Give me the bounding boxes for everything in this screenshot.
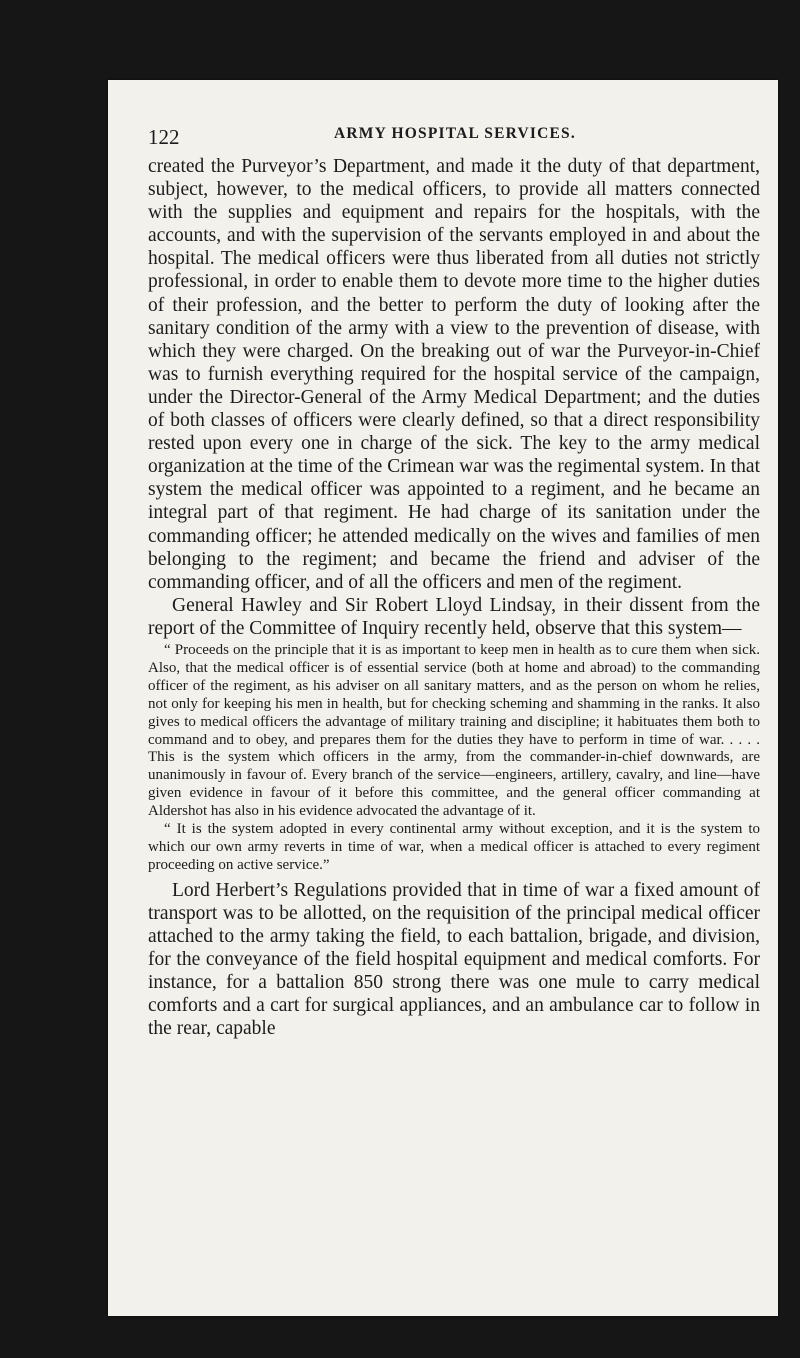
page-number: 122 — [148, 125, 180, 149]
main-text — [148, 155, 760, 640]
main-text-continued — [148, 879, 760, 1041]
page-content — [148, 125, 760, 1040]
paragraph-regulations: Lord Herbert’s Regulations provided that in time of war a fixed amount of transport was to be allotted, on the requisition of the principal medical officer attached to the army taking the field, to each battalion, brigade, and division, for the conveyance of the field hospital equipment and medical comforts. For instance, for a battalion 850 strong there was one mule to carry medical comforts and a cart for surgical appliances, and an ambulance car to follow in the rear, capable — [148, 879, 760, 1040]
quote-paragraph: “ It is the system adopted in every continental army without exception, and it is the system to which our own army reverts in time of war, when a medical officer is attached to every regiment proceeding on active service.” — [148, 821, 760, 873]
block-quote — [148, 642, 760, 875]
paragraph-continued: created the Purveyor’s Department, and made it the duty of that department, subject, however, to the medical officers, to provide all matters connected with the supplies and equipment and repairs for the hospitals, with the accounts, and with the supervision of the servants employed in and about the hospital. The medical officers were thus liberated from all duties not strictly professional, in order to enable them to devote more time to the higher duties of their profession, and the better to perform the duty of looking after the sanitary condition of the army with a view to the prevention of disease, with which they were charged. On the breaking out of war the Purveyor-in-Chief was to furnish everything required for the hospital service of the campaign, under the Director-General of the Army Medical Department; and the duties of both classes of officers were clearly defined, so that a direct responsibility rested upon every one in charge of the sick. The key to the army medical organization at the time of the Crimean war was the regimental system. In that system the medical officer was appointed to a regiment, and he became an integral part of that regiment. He had charge of its sanitation under the commanding officer; he attended medically on the wives and families of men belonging to the regiment; and became the friend and adviser of the commanding officer, and of all the officers and men of the regiment. — [148, 156, 760, 593]
paragraph-dissent: General Hawley and Sir Robert Lloyd Lindsay, in their dissent from the report of the Committee of Inquiry recently held, observe that this system— — [148, 594, 760, 639]
book-page — [108, 80, 778, 1316]
running-header — [148, 125, 760, 151]
quote-paragraph: “ Proceeds on the principle that it is as important to keep men in health as to cure them when sick. Also, that the medical officer is of essential service (both at home and abroad) to the commanding officer of the regiment, as his adviser on all sanitary matters, and as the person on whom he relies, not only for keeping his men in health, but for checking scheming and shamming in the ranks. It also gives to medical officers the advantage of military training and discipline; it habituates them both to command and to obey, and prepares them for the duties they have to perform in time of war. . . . . This is the system which officers in the army, from the commander-in-chief downwards, are unanimously in favour of. Every branch of the service—engineers, artillery, cavalry, and line—have given evidence in favour of it before this committee, and the general officer commanding at Aldershot has also in his evidence advocated the advantage of it. — [148, 641, 760, 820]
running-title: ARMY HOSPITAL SERVICES. — [334, 125, 576, 142]
